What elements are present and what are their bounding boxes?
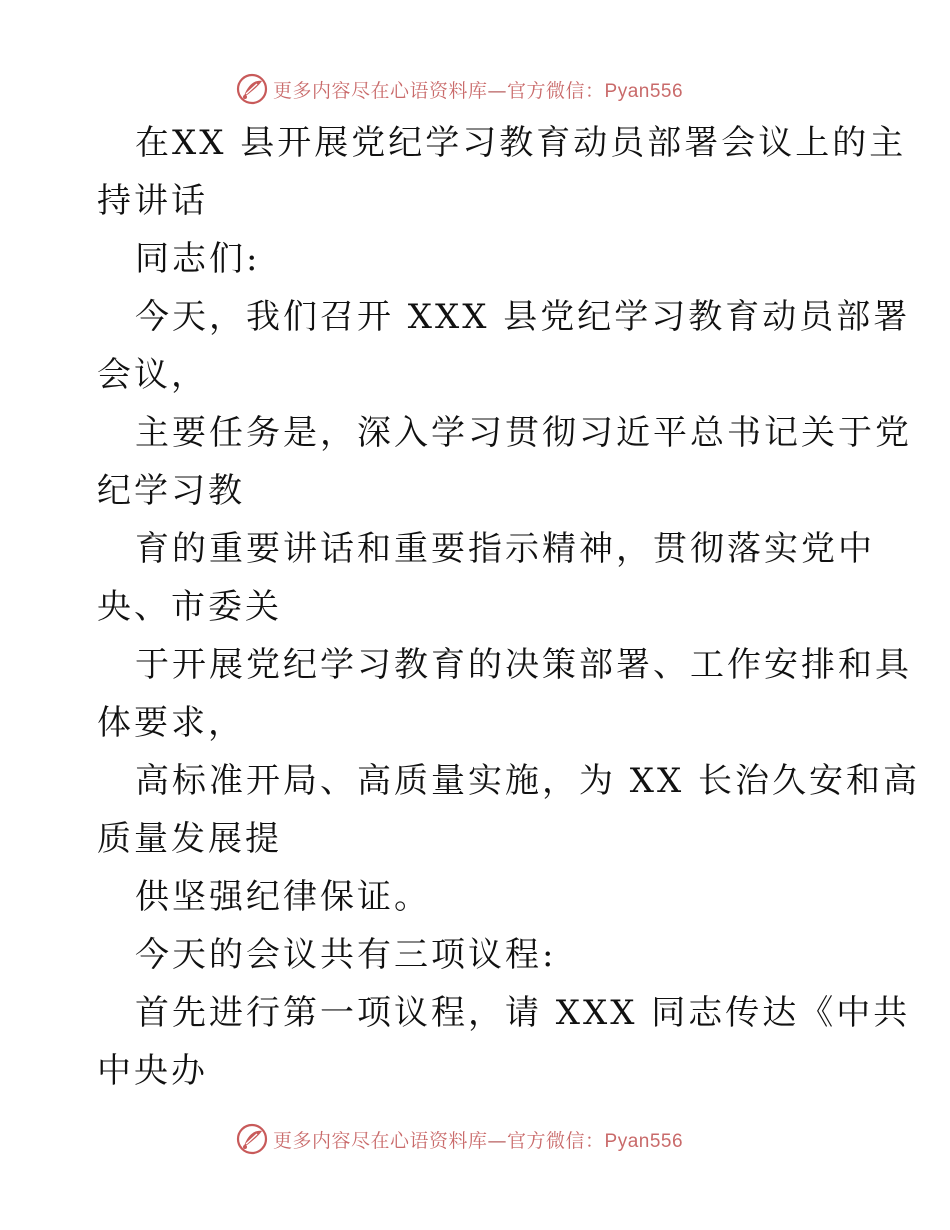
header-banner-main: 更多内容尽在心语资料库 [273, 79, 488, 102]
document-line: 纪学习教 [97, 471, 245, 511]
footer-banner-suffix: 官方微信：Pyan556 [507, 1130, 684, 1152]
document-line: 今天，我们召开 XXX 县党纪学习教育动员部署 [135, 297, 911, 337]
document-line: 首先进行第一项议程，请 XXX 同志传达《中共 [135, 993, 911, 1033]
document-line: 中央办 [97, 1051, 208, 1091]
document-line: 质量发展提 [97, 819, 282, 859]
document-line: 体要求， [97, 703, 245, 743]
document-line: 今天的会议共有三项议程: [135, 935, 557, 975]
document-line: 育的重要讲话和重要指示精神，贯彻落实党中 [135, 529, 875, 569]
document-body [97, 114, 921, 1100]
document-line: 会议， [97, 355, 208, 395]
pen-logo-icon [235, 72, 269, 106]
document-line: 央、市委关 [97, 587, 282, 627]
footer-banner [235, 1122, 683, 1156]
document-line: 同志们: [135, 239, 261, 279]
header-banner-suffix: 官方微信：Pyan556 [507, 80, 684, 102]
header-banner-separator: — [487, 79, 508, 102]
document-line: 在XX 县开展党纪学习教育动员部署会议上的主 [135, 123, 907, 163]
footer-banner-main: 更多内容尽在心语资料库 [273, 1129, 488, 1152]
footer-banner-text [273, 1126, 683, 1153]
document-line: 供坚强纪律保证。 [135, 877, 431, 917]
pen-logo-icon [235, 1122, 269, 1156]
document-line: 于开展党纪学习教育的决策部署、工作安排和具 [135, 645, 912, 685]
document-line: 高标准开局、高质量实施，为 XX 长治久安和高 [135, 761, 921, 801]
header-banner [235, 72, 683, 106]
footer-banner-separator: — [487, 1129, 508, 1152]
document-line: 持讲话 [97, 181, 208, 221]
document-line: 主要任务是，深入学习贯彻习近平总书记关于党 [135, 413, 912, 453]
header-banner-text [273, 76, 683, 103]
